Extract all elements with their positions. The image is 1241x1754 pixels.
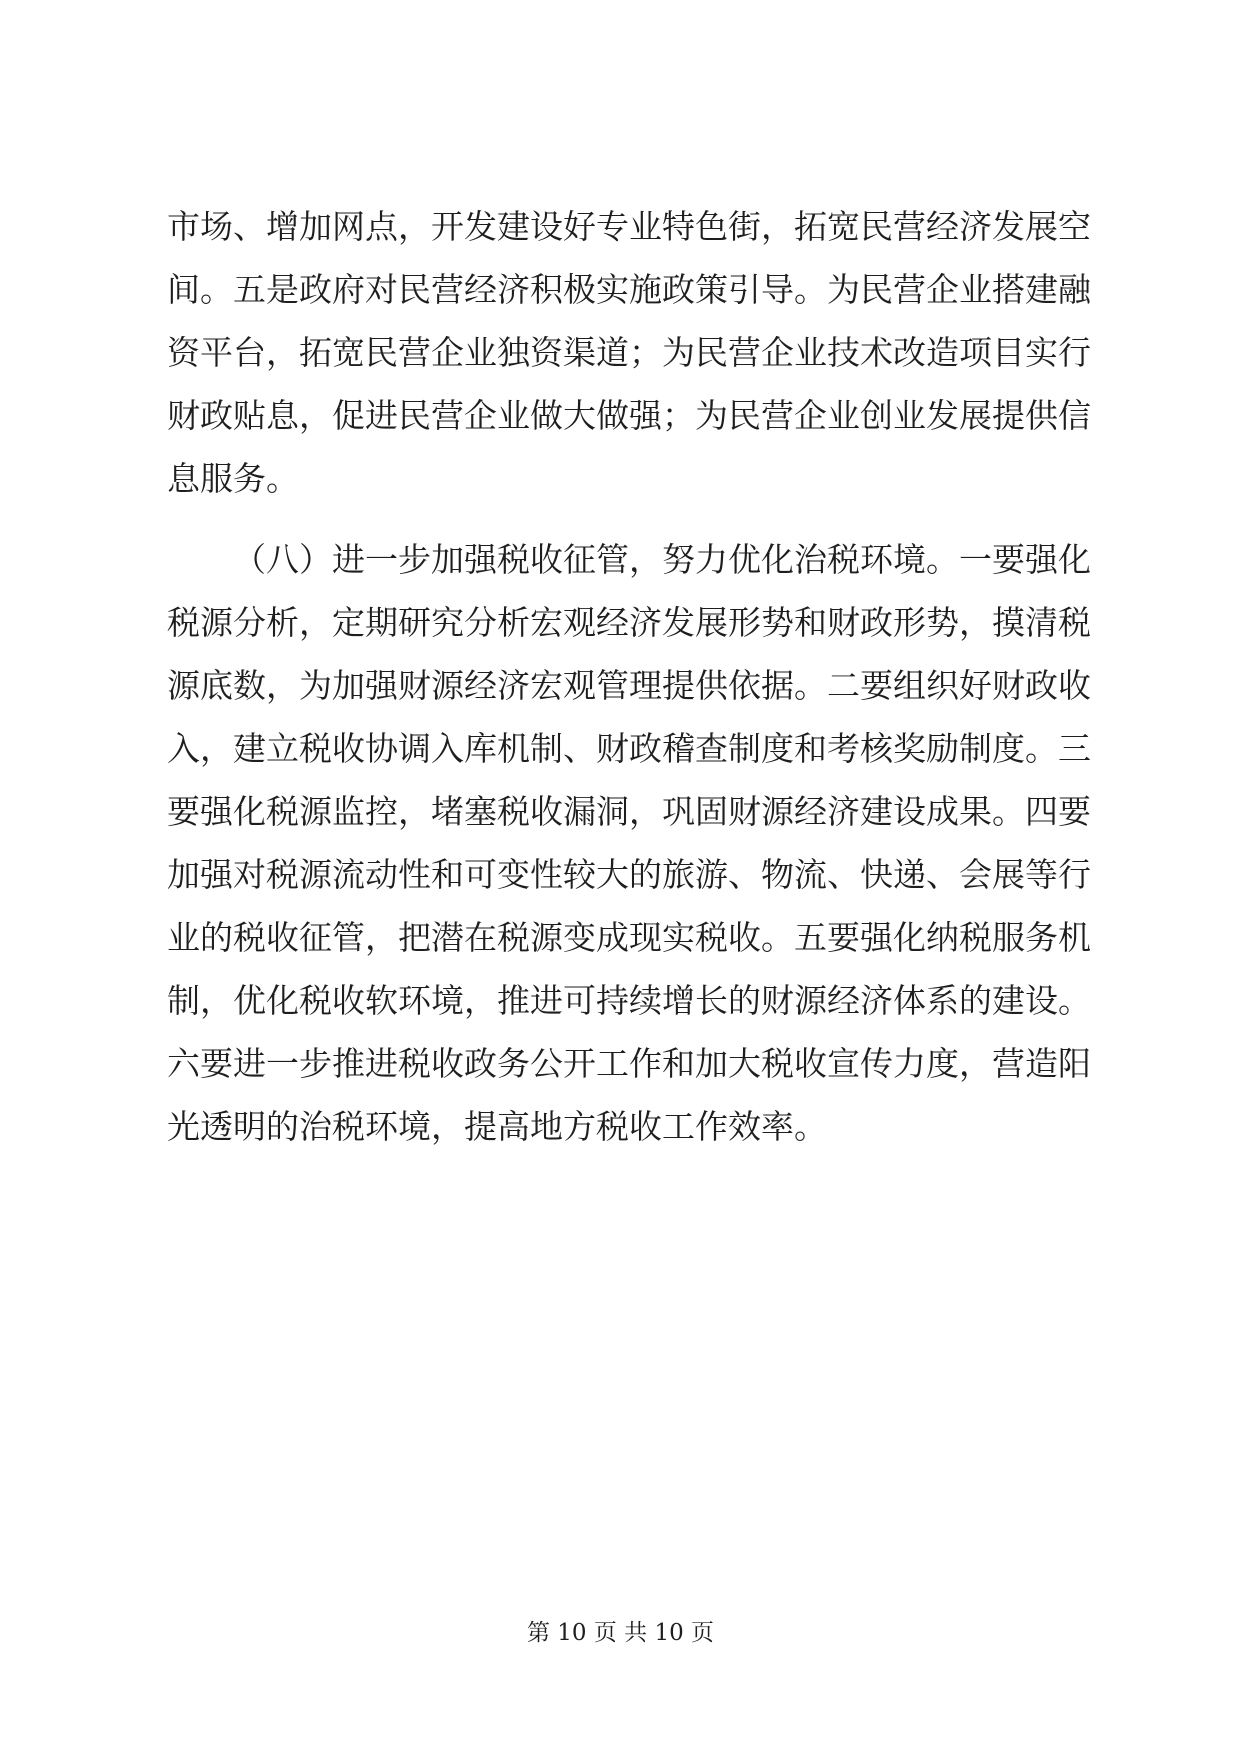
paragraph-line: 息服务。 [167,459,299,498]
paragraph-line: 要强化税源监控，堵塞税收漏洞，巩固财源经济建设成果。四要 [167,792,1091,831]
paragraph-line: 源底数，为加强财源经济宏观管理提供依据。二要组织好财政收 [167,666,1091,705]
paragraph-line: 税源分析，定期研究分析宏观经济发展形势和财政形势，摸清税 [167,603,1091,642]
paragraph-line: 制，优化税收软环境，推进可持续增长的财源经济体系的建设。 [167,981,1091,1020]
paragraph-line: 财政贴息，促进民营企业做大做强；为民营企业创业发展提供信 [167,396,1091,435]
paragraph-line: （八）进一步加强税收征管，努力优化治税环境。一要强化 [233,540,1091,579]
paragraph-line: 入，建立税收协调入库机制、财政稽查制度和考核奖励制度。三 [167,729,1091,768]
paragraph-line: 六要进一步推进税收政务公开工作和加大税收宣传力度，营造阳 [167,1044,1091,1083]
paragraph-line: 市场、增加网点，开发建设好专业特色街，拓宽民营经济发展空 [167,207,1091,246]
paragraph-line: 业的税收征管，把潜在税源变成现实税收。五要强化纳税服务机 [167,918,1091,957]
paragraph-line: 资平台，拓宽民营企业独资渠道；为民营企业技术改造项目实行 [167,333,1091,372]
paragraph-line: 间。五是政府对民营经济积极实施政策引导。为民营企业搭建融 [167,270,1091,309]
page-number-footer: 第 10 页 共 10 页 [526,1620,715,1646]
paragraph-line: 光透明的治税环境，提高地方税收工作效率。 [167,1107,827,1146]
paragraph-line: 加强对税源流动性和可变性较大的旅游、物流、快递、会展等行 [167,855,1091,894]
